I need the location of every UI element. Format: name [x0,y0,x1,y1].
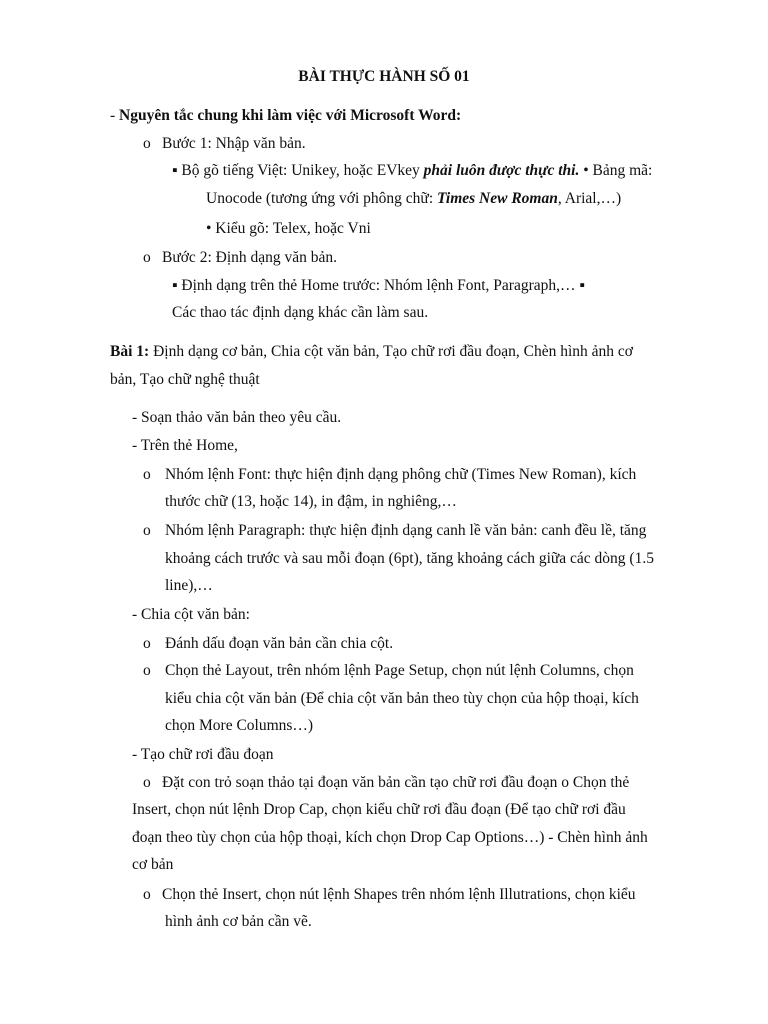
cols-o1-bullet: o [143,635,151,652]
cols-o2-bullet: o [143,662,151,679]
cols-o2-line1: Chọn thẻ Layout, trên nhóm lệnh Page Setup, chọn nút lệnh Columns, chọn [165,662,634,679]
dropcap-o1-line1: Đặt con trỏ soạn thảo tại đoạn văn bản cần tạo chữ rơi đầu đoạn o Chọn thẻ [162,774,630,791]
home-o2-line1: Nhóm lệnh Paragraph: thực hiện định dạng canh lề văn bản: canh đều lề, tăng [165,522,647,539]
bai1-dash4: - Tạo chữ rơi đầu đoạn [132,746,274,763]
step1-bullet1-cont-emph: Times New Roman [437,190,558,207]
intro-heading [110,106,461,126]
bai1-dash2: - Trên thẻ Home, [132,437,238,454]
page-title: BÀI THỰC HÀNH SỐ 01 [298,68,470,85]
step1-bullet1-cont [206,189,621,209]
step2-bullet1-cont: Các thao tác định dạng khác cần làm sau. [172,304,429,321]
step1-bullet1-cont-post: , Arial,…) [557,190,622,207]
step1-bullet1-pre: ▪ Bộ gõ tiếng Việt: Unikey, hoặc EVkey [172,162,424,179]
dropcap-o1-bullet: o [143,774,151,791]
home-o1-line1: Nhóm lệnh Font: thực hiện định dạng phông chữ (Times New Roman), kích [165,466,637,483]
cols-o2-line3: chọn More Columns…) [165,717,314,734]
step1-bullet1-emph: phải luôn được thực thi. [423,162,580,179]
step1-bullet: o [143,135,151,152]
intro-dash: - [110,107,120,124]
home-o2-line3: line),… [165,577,213,594]
home-o1-bullet: o [143,466,151,483]
shapes-o1-line2: hình ảnh cơ bản cần vẽ. [165,913,312,930]
cols-o2-line2: kiểu chia cột văn bản (Để chia cột văn bản theo tùy chọn của hộp thoại, kích [165,690,639,707]
dropcap-o1-line2: Insert, chọn nút lệnh Drop Cap, chọn kiểu chữ rơi đầu đoạn (Để tạo chữ rơi đầu [132,801,626,818]
step1-bullet1-cont-pre: Unocode (tương ứng với phông chữ: [206,190,438,207]
bai1-heading-line1 [110,342,670,362]
bai1-dash3: - Chia cột văn bản: [132,606,250,623]
step1-bullet1-post: • Bảng mã: [579,162,653,179]
cols-o1-text: Đánh dấu đoạn văn bản cần chia cột. [165,635,394,652]
step1-bullet1 [172,161,652,181]
bai1-label: Bài 1: [110,343,150,360]
dropcap-o1-line3: đoạn theo tùy chọn của hộp thoại, kích chọn Drop Cap Options…) - Chèn hình ảnh [132,829,648,846]
step2-bullet: o [143,249,151,266]
home-o2-line2: khoảng cách trước và sau mỗi đoạn (6pt), tăng khoảng cách giữa các dòng (1.5 [165,550,654,567]
step2-bullet1: ▪ Định dạng trên thẻ Home trước: Nhóm lệnh Font, Paragraph,… ▪ [172,277,585,294]
home-o2-bullet: o [143,522,151,539]
home-o1-line2: thước chữ (13, hoặc 14), in đậm, in nghiêng,… [165,493,457,510]
bai1-heading-line2: bản, Tạo chữ nghệ thuật [110,371,260,388]
dropcap-o1-line4: cơ bản [132,856,174,873]
bai1-heading-text1: Định dạng cơ bản, Chia cột văn bản, Tạo chữ rơi đầu đoạn, Chèn hình ảnh cơ [149,343,633,360]
step1-text: Bước 1: Nhập văn bản. [162,135,306,152]
shapes-o1-bullet: o [143,886,151,903]
step1-bullet2: • Kiểu gõ: Telex, hoặc Vni [206,220,371,237]
shapes-o1-line1: Chọn thẻ Insert, chọn nút lệnh Shapes trên nhóm lệnh Illutrations, chọn kiểu [162,886,636,903]
step2-text: Bước 2: Định dạng văn bản. [162,249,338,266]
intro-heading-text: Nguyên tắc chung khi làm việc với Microsoft Word: [119,107,462,124]
bai1-dash1: - Soạn thảo văn bản theo yêu cầu. [132,409,342,426]
